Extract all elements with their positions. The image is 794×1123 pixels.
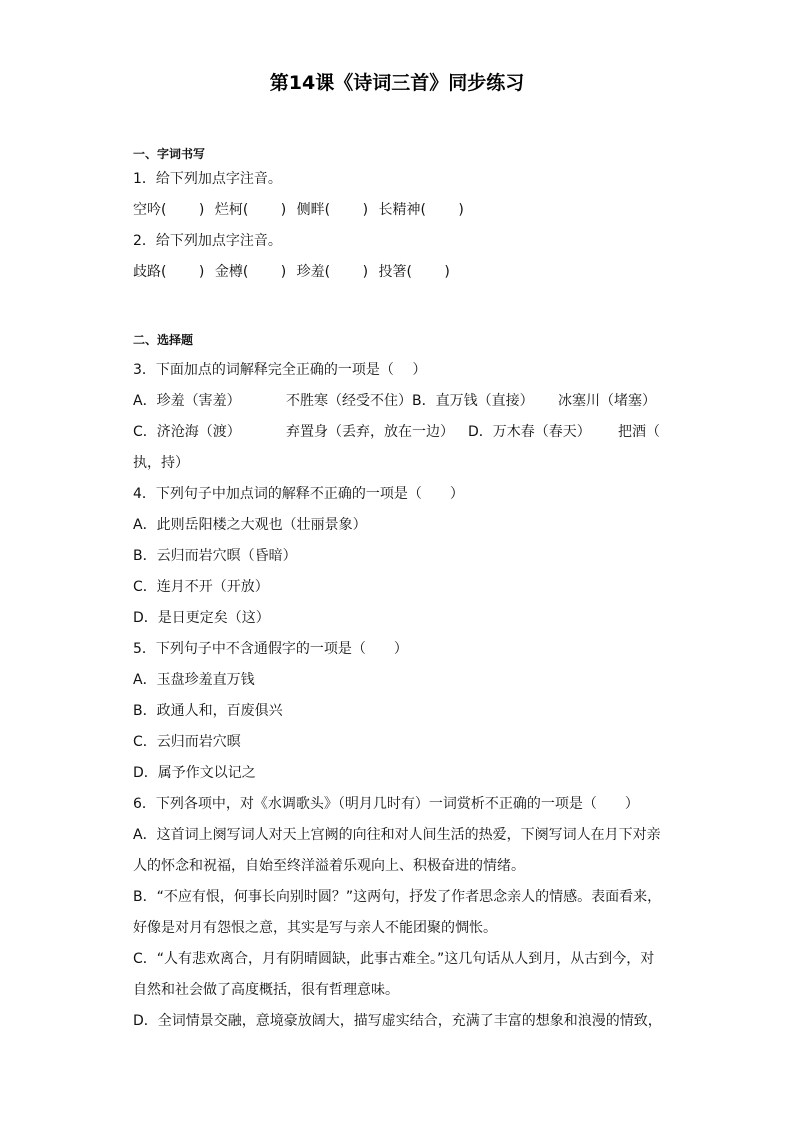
fill-item: 歧路( ) (133, 264, 205, 280)
option-text: C．济沧海（渡） (133, 424, 241, 440)
option-text: D．万木春（春天） (468, 424, 591, 440)
question-4-option-b: B．云归而岩穴暝（昏暗） (133, 548, 297, 564)
question-6-option-a-line-2: 人的怀念和祝福，自始至终洋溢着乐观向上、积极奋进的情绪。 (133, 858, 525, 874)
question-3-line-2 (133, 417, 668, 448)
question-5-option-a: A．玉盘珍羞直万钱 (133, 672, 255, 688)
fill-item: 长精神( ) (378, 202, 464, 218)
section-heading-1: 一、字词书写 (133, 147, 206, 161)
question-6-option-d-line-1: D．全词情景交融，意境豪放阔大，描写虚实结合，充满了丰富的想象和浪漫的情致， (133, 1013, 662, 1029)
document-body (133, 144, 668, 1037)
fill-item: 烂柯( ) (214, 202, 287, 218)
question-5-option-c: C．云归而岩穴暝 (133, 734, 241, 750)
question-4-option-c: C．连月不开（开放） (133, 579, 269, 595)
option-text: A．珍羞（害羞） (133, 393, 241, 409)
question-6-option-a-line-1: A．这首词上阕写词人对天上宫阙的向往和对人间生活的热爱，下阕写词人在月下对亲 (133, 827, 661, 843)
question-4-option-d: D．是日更定矣（这） (133, 610, 270, 626)
question-3-line-1 (133, 386, 668, 417)
question-2-stem: 2．给下列加点字注音。 (133, 233, 282, 249)
question-6-option-c-line-1: C．“人有悲欢离合，月有阴晴圆缺，此事古难全。”这几句话从人到月，从古到今，对 (133, 951, 655, 967)
question-5-option-b: B．政通人和，百废俱兴 (133, 703, 283, 719)
question-3-stem: 3．下面加点的词解释完全正确的一项是（ ） (133, 362, 427, 378)
option-text: 不胜寒（经受不住）B．直万钱（直接） (286, 393, 534, 409)
page-title: 第14课《诗词三首》同步练习 (269, 72, 525, 94)
question-6-option-c-line-2: 自然和社会做了高度概括，很有哲理意味。 (133, 982, 399, 998)
section-spacer (133, 288, 668, 330)
question-5-option-d: D．属予作文以记之 (133, 765, 256, 781)
question-5-stem: 5．下列句子中不含通假字的一项是（ ） (133, 641, 408, 657)
question-3-line-3: 执，持） (133, 455, 189, 471)
question-4-option-a: A．此则岳阳楼之大观也（壮丽景象） (133, 517, 367, 533)
question-4-stem: 4．下列句子中加点词的解释不正确的一项是（ ） (133, 486, 464, 502)
question-2-items (133, 257, 668, 288)
option-text: 弃置身（丢弃，放在一边） (286, 424, 454, 440)
option-text: 把酒（ (618, 424, 660, 440)
question-1-items (133, 195, 668, 226)
option-text: 冰塞川（堵塞） (558, 393, 656, 409)
fill-item: 空吟( ) (133, 202, 205, 218)
fill-item: 金樽( ) (214, 264, 287, 280)
question-6-stem: 6．下列各项中，对《水调歌头》（明月几时有）一词赏析不正确的一项是（ ） (133, 796, 639, 812)
section-heading-2: 二、选择题 (133, 333, 194, 347)
fill-item: 投箸( ) (378, 264, 450, 280)
question-6-option-b-line-1: B．“不应有恨，何事长向别时圆？”这两句，抒发了作者思念亲人的情感。表面看来， (133, 889, 662, 905)
question-1-stem: 1．给下列加点字注音。 (133, 171, 282, 187)
question-6-option-b-line-2: 好像是对月有怨恨之意，其实是写与亲人不能团聚的惆怅。 (133, 920, 497, 936)
fill-item: 侧畔( ) (296, 202, 369, 218)
fill-item: 珍羞( ) (296, 264, 369, 280)
